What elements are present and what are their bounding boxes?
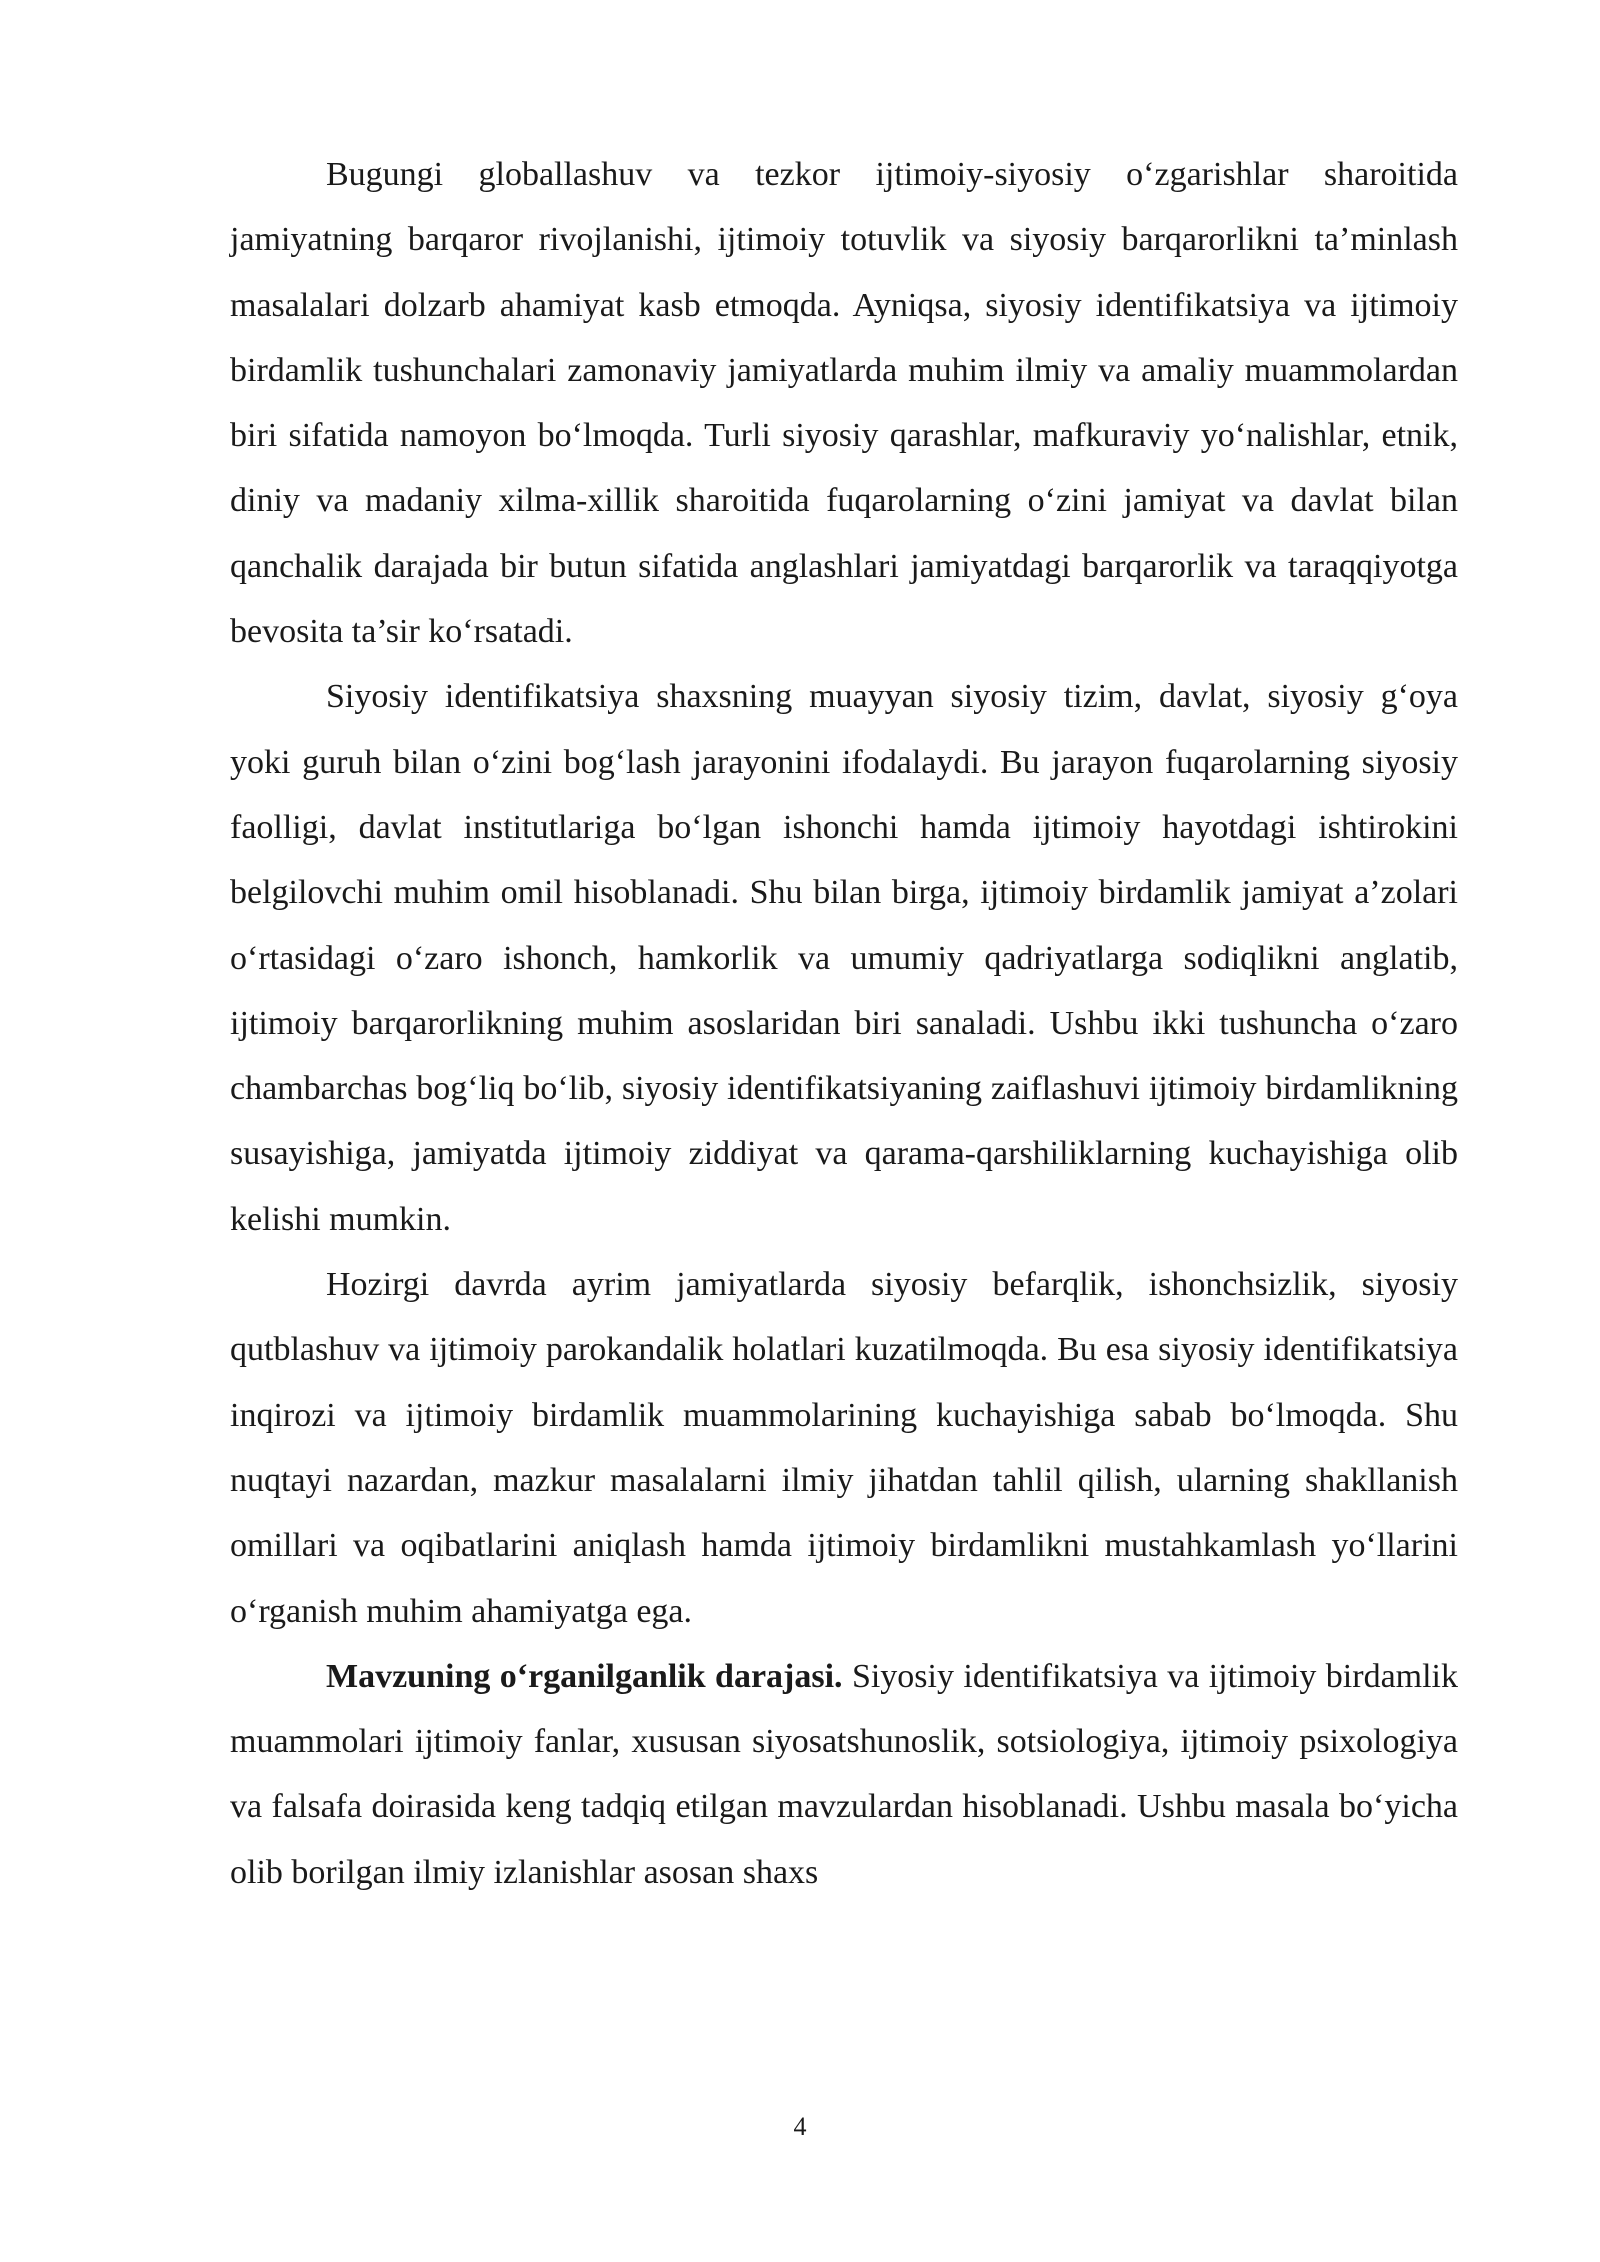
paragraph-text: Siyosiy identifikatsiya va ijtimoiy birdamlik muammolari ijtimoiy fanlar, xususan siyosatshunoslik, sotsiologiya, ijtimoiy psixologiya va falsafa doirasida keng tadqiq etilgan mavzulardan hisoblanadi. Ushbu masala bo‘yicha olib borilgan ilmiy izlanishlar asosan shaxs bbox=[230, 1657, 1458, 1891]
paragraph-text: Siyosiy identifikatsiya shaxsning muayyan siyosiy tizim, davlat, siyosiy g‘oya yoki guruh bilan o‘zini bog‘lash jarayonini ifodalaydi. Bu jarayon fuqarolarning siyosiy faolligi, davlat institutlariga bo‘lgan ishonchi hamda ijtimoiy hayotdagi ishtirokini belgilovchi muhim omil hisoblanadi. Shu bilan birga, ijtimoiy birdamlik jamiyat a’zolari o‘rtasidagi o‘zaro ishonch, hamkorlik va umumiy qadriyatlarga sodiqlikni anglatib, ijtimoiy barqarorlikning muhim asoslaridan biri sanaladi. Ushbu ikki tushuncha o‘zaro chambarchas bog‘liq bo‘lib, siyosiy identifikatsiyaning zaiflashuvi ijtimoiy birdamlikning susayishiga, jamiyatda ijtimoiy ziddiyat va qarama-qarshiliklarning kuchayishiga olib kelishi mumkin. bbox=[230, 678, 1458, 1238]
document-body bbox=[230, 142, 1458, 1905]
paragraph-political-identification bbox=[230, 664, 1458, 1252]
paragraph-text: Bugungi globallashuv va tezkor ijtimoiy-siyosiy o‘zgarishlar sharoitida jamiyatning barqaror rivojlanishi, ijtimoiy totuvlik va siyosiy barqarorlikni ta’minlash masalalari dolzarb ahamiyat kasb etmoqda. Ayniqsa, siyosiy identifikatsiya va ijtimoiy birdamlik tushunchalari zamonaviy jamiyatlarda muhim ilmiy va amaliy muammolardan biri sifatida namoyon bo‘lmoqda. Turli siyosiy qarashlar, mafkuraviy yo‘nalishlar, etnik, diniy va madaniy xilma-xillik sharoitida fuqarolarning o‘zini jamiyat va davlat bilan qanchalik darajada bir butun sifatida anglashlari jamiyatdagi barqarorlik va taraqqiyotga bevosita ta’sir ko‘rsatadi. bbox=[230, 156, 1458, 651]
paragraph-study-degree bbox=[230, 1644, 1458, 1905]
paragraph-current-period bbox=[230, 1252, 1458, 1644]
section-heading-inline: Mavzuning o‘rganilganlik darajasi. bbox=[326, 1657, 843, 1695]
paragraph-intro bbox=[230, 142, 1458, 664]
page-number: 4 bbox=[793, 2112, 807, 2141]
paragraph-text: Hozirgi davrda ayrim jamiyatlarda siyosiy befarqlik, ishonchsizlik, siyosiy qutblashuv va ijtimoiy parokandalik holatlari kuzatilmoqda. Bu esa siyosiy identifikatsiya inqirozi va ijtimoiy birdamlik muammolarining kuchayishiga sabab bo‘lmoqda. Shu nuqtayi nazardan, mazkur masalalarni ilmiy jihatdan tahlil qilish, ularning shakllanish omillari va oqibatlarini aniqlash hamda ijtimoiy birdamlikni mustahkamlash yo‘llarini o‘rganish muhim ahamiyatga ega. bbox=[230, 1266, 1458, 1630]
